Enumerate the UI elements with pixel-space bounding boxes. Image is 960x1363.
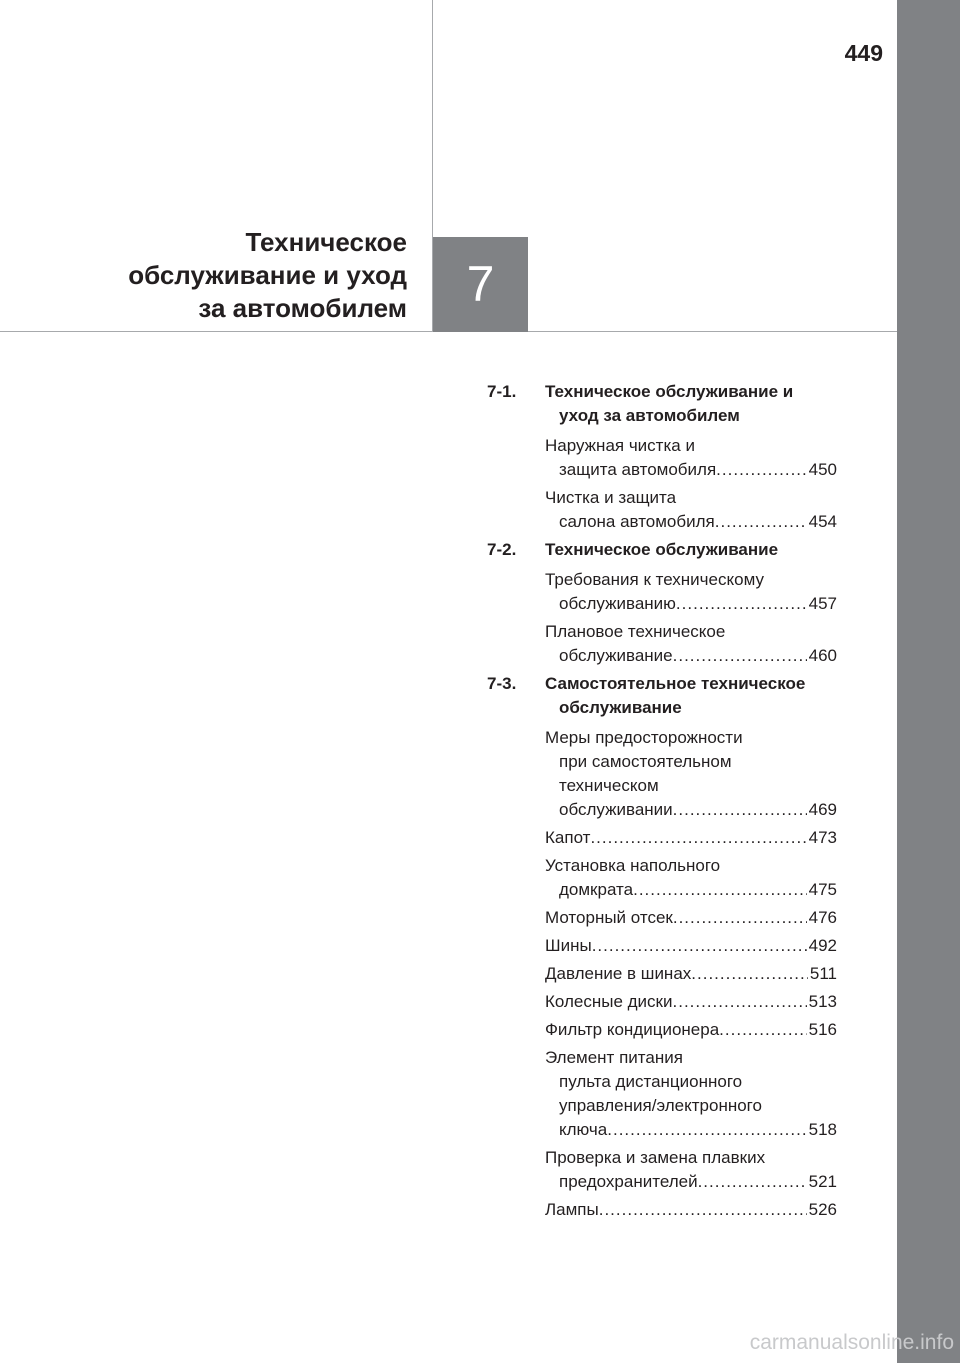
toc-entry-text: при самостоятельном	[559, 752, 732, 771]
toc-leader-dots	[673, 906, 807, 930]
toc-entry-text: обслуживание	[559, 646, 673, 665]
toc-leader-dots	[607, 1118, 806, 1142]
toc-section-title	[545, 672, 837, 720]
toc-entry[interactable]	[545, 906, 837, 930]
toc-entry-text: Колесные диски	[545, 992, 673, 1011]
toc-leader-dots	[599, 1198, 807, 1222]
toc-leader-dots	[590, 826, 806, 850]
toc-section-title-line: Техническое обслуживание и	[545, 382, 794, 401]
toc-entry-text: предохранителей	[559, 1172, 698, 1191]
toc-section-heading[interactable]	[487, 380, 837, 428]
toc-entry[interactable]	[545, 1046, 837, 1142]
chapter-number-box: 7	[433, 237, 528, 332]
toc-page-ref: 476	[808, 908, 837, 927]
toc-entry-text: Плановое техническое	[545, 622, 726, 641]
toc-entry-text: ключа	[559, 1120, 608, 1139]
toc-entry-text: управления/электронного	[559, 1096, 762, 1115]
toc-entry-text: обслуживании	[559, 800, 673, 819]
toc-section-title-line: обслуживание	[559, 698, 682, 717]
toc-entry-text: Давление в шинах	[545, 964, 692, 983]
toc-leader-dots	[715, 510, 807, 534]
toc-page-ref: 469	[808, 800, 837, 819]
toc-entry[interactable]	[545, 826, 837, 850]
toc-entry[interactable]	[545, 726, 837, 822]
toc-entry-text: Элемент питания	[545, 1048, 683, 1067]
toc-leader-dots	[719, 1018, 806, 1042]
toc-page-ref: 460	[808, 646, 837, 665]
toc-section-title-line: уход за автомобилем	[559, 406, 740, 425]
toc-entry-text: Шины	[545, 936, 592, 955]
toc-entry-text: защита автомобиля	[559, 460, 717, 479]
toc-entry[interactable]	[545, 434, 837, 482]
toc-entry[interactable]	[545, 486, 837, 534]
toc-section-title-line: Техническое обслуживание	[545, 540, 779, 559]
toc-leader-dots	[698, 1170, 807, 1194]
toc-page-ref: 516	[808, 1020, 837, 1039]
toc-entry-text: Чистка и защита	[545, 488, 677, 507]
toc-page-ref: 454	[808, 512, 837, 531]
toc-leader-dots	[673, 644, 807, 668]
toc-page-ref: 511	[809, 964, 837, 983]
toc-entry[interactable]	[545, 620, 837, 668]
toc-leader-dots	[592, 934, 807, 958]
toc-entry-text: Установка напольного	[545, 856, 721, 875]
toc-entry[interactable]	[545, 1146, 837, 1194]
chapter-title-line: Техническое	[245, 227, 407, 257]
toc-entry[interactable]	[545, 568, 837, 616]
watermark: carmanualsonline.info	[749, 1331, 954, 1354]
chapter-side-tab	[897, 0, 960, 1363]
toc-section-title	[545, 538, 837, 562]
toc-entry[interactable]	[545, 1018, 837, 1042]
toc-page-ref: 521	[808, 1172, 837, 1191]
page-number: 449	[844, 40, 883, 66]
toc-leader-dots	[673, 990, 807, 1014]
toc-page-ref: 450	[808, 460, 837, 479]
chapter-title-line: обслуживание и уход	[128, 260, 407, 290]
table-of-contents	[487, 380, 837, 1226]
toc-entry-text: салона автомобиля	[559, 512, 715, 531]
chapter-title-line: за автомобилем	[198, 293, 407, 323]
toc-page-ref: 526	[808, 1200, 837, 1219]
toc-section-heading[interactable]	[487, 538, 837, 562]
toc-page-ref: 473	[808, 828, 837, 847]
toc-page-ref: 492	[808, 936, 837, 955]
toc-entry-text: Меры предосторожности	[545, 728, 743, 747]
toc-leader-dots	[673, 798, 807, 822]
toc-entry-text: техническом	[559, 776, 659, 795]
toc-leader-dots	[716, 458, 806, 482]
toc-entry[interactable]	[545, 934, 837, 958]
toc-entry-text: Проверка и замена плавких	[545, 1148, 766, 1167]
toc-section-title-line: Самостоятельное техническое	[545, 674, 806, 693]
toc-section-title	[545, 380, 837, 428]
toc-section-number: 7-2.	[487, 540, 517, 559]
toc-leader-dots	[691, 962, 808, 986]
toc-entry-text: Моторный отсек	[545, 908, 673, 927]
toc-entry[interactable]	[545, 990, 837, 1014]
toc-entry-text: Лампы	[545, 1200, 599, 1219]
chapter-title	[128, 226, 407, 325]
toc-section-number: 7-1.	[487, 382, 517, 401]
toc-page-ref: 475	[808, 880, 837, 899]
toc-section-number: 7-3.	[487, 674, 517, 693]
toc-entry-text: домкрата	[559, 880, 634, 899]
toc-entry-text: обслуживанию	[559, 594, 676, 613]
toc-page-ref: 513	[808, 992, 837, 1011]
toc-page-ref: 457	[808, 594, 837, 613]
toc-entry-text: Фильтр кондиционера	[545, 1020, 720, 1039]
toc-entry[interactable]	[545, 854, 837, 902]
toc-leader-dots	[633, 878, 807, 902]
toc-entry-text: пульта дистанционного	[559, 1072, 743, 1091]
toc-entry[interactable]	[545, 962, 837, 986]
toc-entry-text: Наружная чистка и	[545, 436, 695, 455]
toc-entry-text: Капот	[545, 828, 591, 847]
toc-section-heading[interactable]	[487, 672, 837, 720]
toc-entry[interactable]	[545, 1198, 837, 1222]
toc-leader-dots	[676, 592, 807, 616]
toc-page-ref: 518	[808, 1120, 837, 1139]
toc-entry-text: Требования к техническому	[545, 570, 764, 589]
